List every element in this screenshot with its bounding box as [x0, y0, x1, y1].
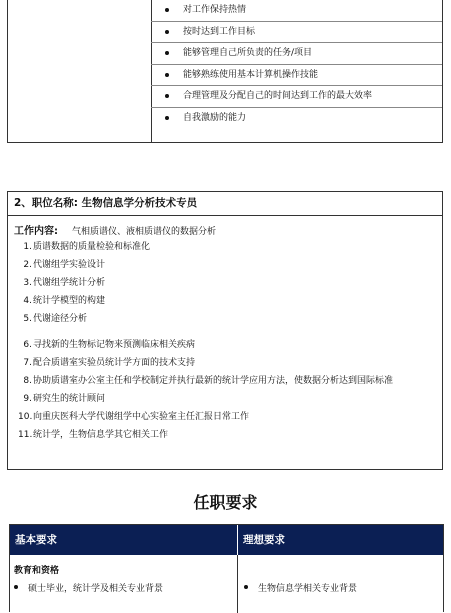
basic-cell [10, 555, 238, 613]
bullet-icon [165, 73, 169, 77]
duty-label: 工作内容: [14, 226, 58, 237]
list-item: 11. 统计学，生物信息学其它相关工作 [18, 430, 169, 440]
column-header-ideal: 理想要求 [243, 534, 285, 546]
list-item: 1. 质谱数据的质量检验和标准化 [23, 242, 151, 252]
list-item: 10. 向重庆医科大学代谢组学中心实验室主任汇报日常工作 [18, 412, 250, 422]
job-title: 2、职位名称: 生物信息学分析技术专员 [8, 192, 442, 216]
list-item: 自我激励的能力 [151, 108, 442, 130]
duty-summary [14, 222, 216, 237]
list-item: 对工作保持热情 [151, 0, 442, 22]
section-title: 任职要求 [193, 493, 258, 512]
list-item: 6. 寻找新的生物标记物来预测临床相关疾病 [23, 340, 196, 350]
duty-summary-text: 气相质谱仪、液相质谱仪的数据分析 [72, 227, 217, 237]
list-item: 能够熟练使用基本计算机操作技能 [151, 65, 442, 87]
list-item: 5. 代谢途径分析 [23, 314, 88, 324]
list-item: 2. 代谢组学实验设计 [23, 260, 106, 270]
list-item: 8. 协助质谱室办公室主任和学校制定并执行最新的统计学应用方法，使数据分析达到国际标准 [23, 376, 394, 386]
column-header-basic: 基本要求 [10, 525, 238, 555]
bullet-icon [165, 51, 169, 55]
list-item: 7. 配合质谱室实验员统计学方面的技术支持 [23, 358, 196, 368]
qualities-list [151, 0, 442, 129]
job-description-box [7, 191, 443, 470]
list-item: 9. 研究生的统计顾问 [23, 394, 106, 404]
list-item: 3. 代谢组学统计分析 [23, 278, 106, 288]
list-item: 按时达到工作目标 [151, 22, 442, 44]
list-item: 合理管理及分配自己的时间达到工作的最大效率 [151, 86, 442, 108]
qualities-table [7, 0, 443, 143]
bullet-icon [244, 585, 248, 589]
bullet-icon [165, 94, 169, 98]
requirements-header [10, 525, 443, 555]
requirements-table [9, 524, 444, 612]
bullet-icon [165, 116, 169, 120]
bullet-icon [14, 585, 18, 589]
basic-requirement: 硕士毕业，统计学及相关专业背景 [10, 581, 163, 594]
requirements-row [10, 555, 443, 613]
ideal-cell [238, 555, 443, 613]
list-item: 4. 统计学模型的构建 [23, 296, 106, 306]
duties-list [8, 239, 442, 445]
list-item: 能够管理自己所负责的任务/项目 [151, 43, 442, 65]
bullet-icon [165, 30, 169, 34]
education-label: 教育和资格 [14, 566, 60, 576]
ideal-requirement: 生物信息学相关专业背景 [238, 581, 357, 594]
bullet-icon [165, 8, 169, 12]
